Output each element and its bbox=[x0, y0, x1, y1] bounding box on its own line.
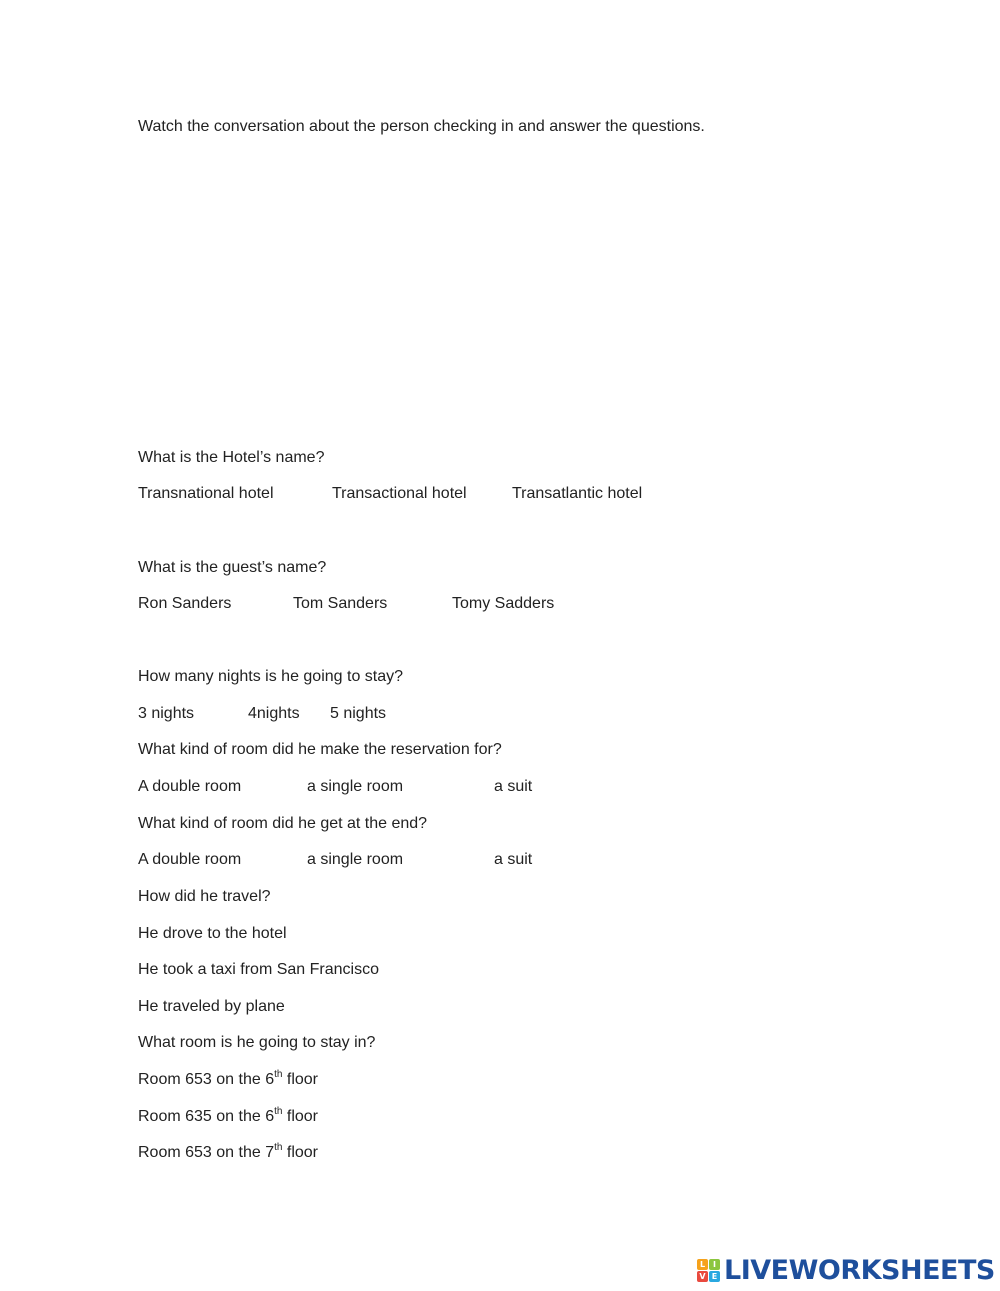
q6-option-3[interactable]: He traveled by plane bbox=[138, 998, 285, 1015]
question-4-options bbox=[138, 777, 738, 797]
q4-option-3[interactable]: a suit bbox=[494, 778, 533, 795]
q5-option-3[interactable]: a suit bbox=[494, 851, 533, 868]
question-4: What kind of room did he make the reservation for? bbox=[138, 741, 502, 758]
question-2-options bbox=[138, 594, 738, 614]
q7-option-1[interactable] bbox=[138, 1070, 318, 1090]
q7-option-1-suffix: floor bbox=[282, 1071, 319, 1088]
q3-option-3[interactable]: 5 nights bbox=[330, 705, 387, 722]
q7-option-1-sup: th bbox=[274, 1068, 283, 1080]
q1-option-1[interactable]: Transnational hotel bbox=[138, 485, 274, 502]
logo-tiles-icon bbox=[697, 1259, 720, 1282]
q1-option-2[interactable]: Transactional hotel bbox=[332, 485, 467, 502]
q5-option-2[interactable]: a single room bbox=[307, 851, 404, 868]
q6-option-2[interactable]: He took a taxi from San Francisco bbox=[138, 961, 379, 978]
q1-option-3[interactable]: Transatlantic hotel bbox=[512, 485, 643, 502]
q7-option-2[interactable] bbox=[138, 1107, 318, 1127]
q2-option-3[interactable]: Tomy Sadders bbox=[452, 595, 555, 612]
q7-option-3-sup: th bbox=[274, 1141, 283, 1153]
question-6: How did he travel? bbox=[138, 888, 271, 905]
q7-option-3[interactable] bbox=[138, 1143, 318, 1163]
logo-tile-i: I bbox=[709, 1259, 720, 1270]
q7-option-3-suffix: floor bbox=[282, 1144, 319, 1161]
question-5-options bbox=[138, 850, 738, 870]
question-7: What room is he going to stay in? bbox=[138, 1034, 376, 1051]
logo-tile-e: E bbox=[709, 1271, 720, 1282]
question-5: What kind of room did he get at the end? bbox=[138, 815, 428, 832]
question-2: What is the guest’s name? bbox=[138, 559, 327, 576]
q3-option-1[interactable]: 3 nights bbox=[138, 705, 195, 722]
question-3-options bbox=[138, 704, 738, 724]
q6-option-1[interactable]: He drove to the hotel bbox=[138, 925, 287, 942]
q3-option-2[interactable]: 4nights bbox=[248, 705, 300, 722]
q4-option-2[interactable]: a single room bbox=[307, 778, 404, 795]
q7-option-2-prefix: Room 635 on the 6 bbox=[138, 1108, 275, 1125]
q4-option-1[interactable]: A double room bbox=[138, 778, 242, 795]
q7-option-2-suffix: floor bbox=[282, 1108, 319, 1125]
question-1: What is the Hotel’s name? bbox=[138, 449, 325, 466]
logo-wordmark: LIVEWORKSHEETS bbox=[724, 1254, 995, 1286]
question-1-options bbox=[138, 484, 738, 504]
liveworksheets-logo bbox=[697, 1254, 995, 1286]
question-3: How many nights is he going to stay? bbox=[138, 668, 404, 685]
logo-tile-v: V bbox=[697, 1271, 708, 1282]
instructions-text: Watch the conversation about the person checking in and answer the questions. bbox=[138, 118, 705, 135]
q2-option-2[interactable]: Tom Sanders bbox=[293, 595, 388, 612]
q7-option-1-prefix: Room 653 on the 6 bbox=[138, 1071, 275, 1088]
q2-option-1[interactable]: Ron Sanders bbox=[138, 595, 232, 612]
q5-option-1[interactable]: A double room bbox=[138, 851, 242, 868]
q7-option-3-prefix: Room 653 on the 7 bbox=[138, 1144, 275, 1161]
q7-option-2-sup: th bbox=[274, 1105, 283, 1117]
logo-tile-l: L bbox=[697, 1259, 708, 1270]
